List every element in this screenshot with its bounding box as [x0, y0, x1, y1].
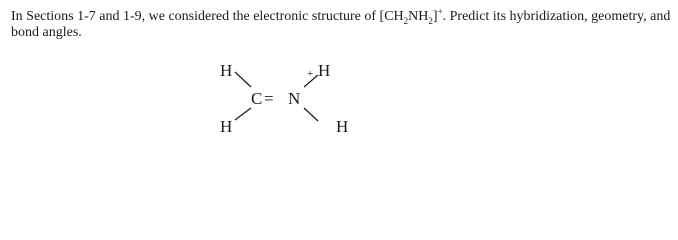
atom-h-bottom-left: H: [220, 117, 233, 136]
atom-nitrogen: N: [288, 89, 301, 108]
question-part-2: NH: [408, 9, 429, 24]
closing-bracket: ]: [432, 9, 438, 24]
atom-h-top-left: H: [220, 61, 233, 80]
nitrogen-charge: +: [307, 68, 314, 80]
atom-h-top-right: H: [318, 61, 331, 80]
bond-c-h-top: [235, 72, 251, 87]
question-part-1: In Sections 1-7 and 1-9, we considered the electronic structure of [CH: [11, 9, 404, 24]
question-part-3: . Predict its hybridization, geometry, and bond angles.: [11, 9, 671, 40]
charge-superscript: +: [437, 6, 443, 17]
atom-h-bottom-right: H: [336, 117, 349, 136]
bond-n-h-bottom: [304, 108, 318, 121]
bond-c-h-bottom: [235, 108, 251, 120]
double-bond: =: [264, 89, 274, 108]
atom-carbon: C: [251, 89, 263, 108]
structure-drawing: [200, 56, 380, 137]
lewis-structure: [200, 56, 380, 137]
question-text: [11, 6, 671, 41]
subscript-2: 2: [403, 15, 409, 26]
subscript-2b: 2: [428, 15, 433, 26]
